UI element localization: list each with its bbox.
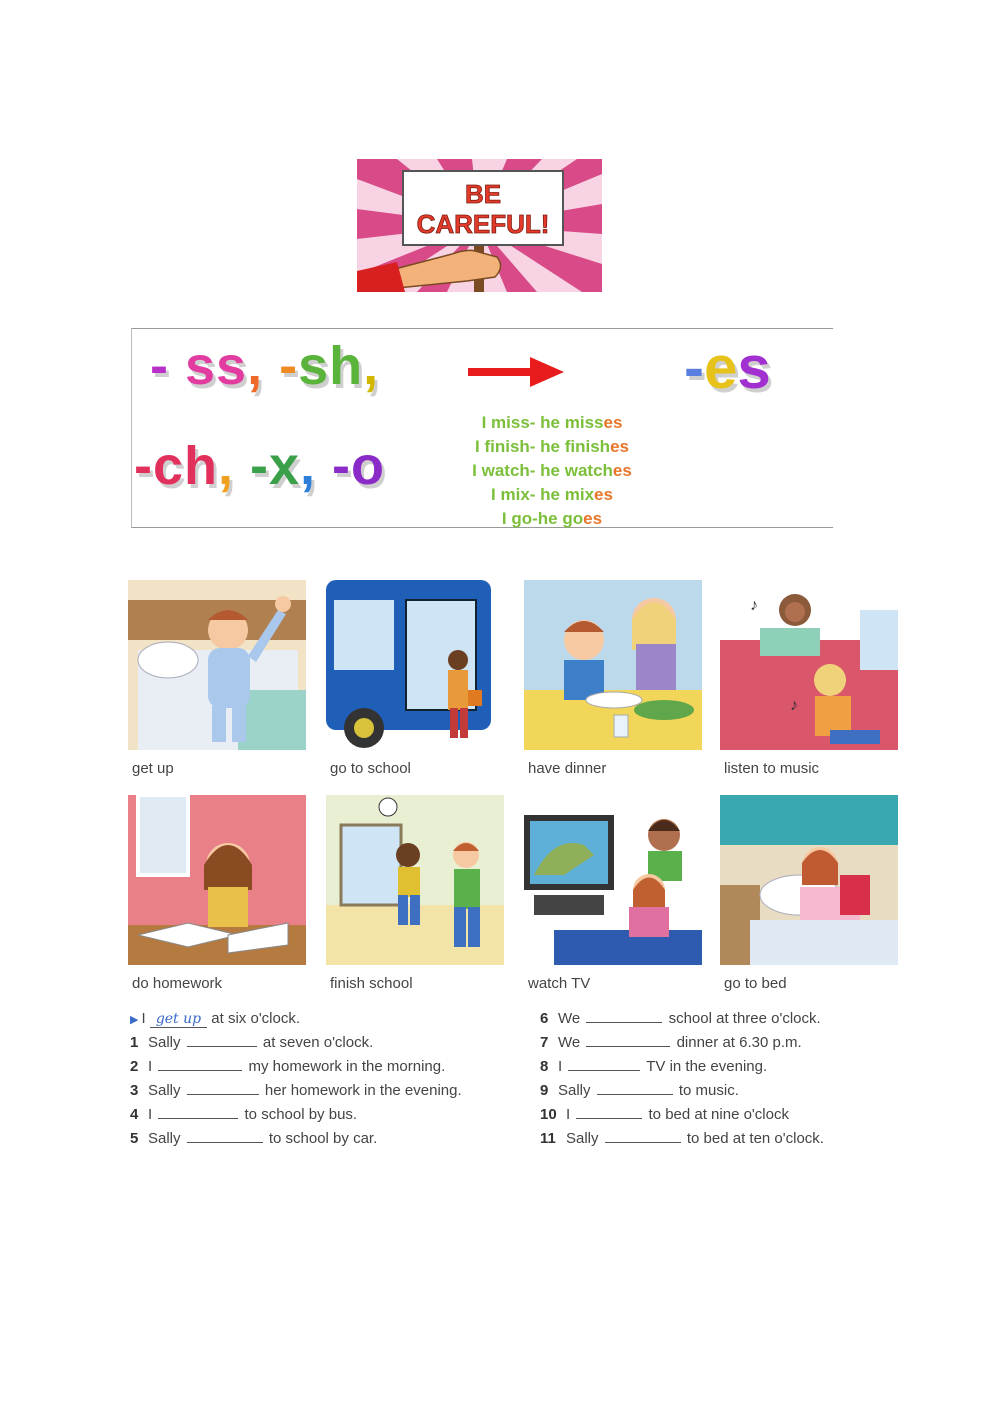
item-number: 8 (540, 1058, 549, 1075)
item-rest: at seven o'clock. (258, 1034, 374, 1051)
answer-blank[interactable] (158, 1056, 242, 1071)
activity-label: finish school (330, 975, 413, 992)
activity-card (720, 795, 898, 992)
finish-school-picture (326, 795, 504, 965)
endings-line1 (150, 335, 379, 397)
ending-segment: -ch (134, 436, 218, 496)
have-dinner-picture (524, 580, 702, 750)
exercise-item (130, 1128, 377, 1150)
ending-segment: , (363, 336, 380, 396)
example-subject: I (141, 1010, 146, 1027)
item-number: 2 (130, 1058, 139, 1075)
example-base: I go-he go (501, 509, 584, 528)
ending-segment: , (247, 336, 280, 396)
example-suffix: es (603, 413, 623, 432)
ending-segment: - (150, 336, 185, 396)
item-number: 7 (540, 1034, 549, 1051)
right-arrow-icon (468, 357, 564, 387)
item-subject: We (558, 1034, 585, 1051)
example-line (432, 411, 672, 435)
item-number: 1 (130, 1034, 139, 1051)
answer-blank[interactable] (576, 1104, 642, 1119)
answer-blank[interactable] (187, 1080, 259, 1095)
svg-text:♪: ♪ (750, 597, 758, 614)
item-subject: I (558, 1058, 567, 1075)
item-subject: I (148, 1106, 157, 1123)
item-number: 9 (540, 1082, 549, 1099)
answer-blank[interactable] (605, 1128, 681, 1143)
answer-blank[interactable] (187, 1032, 257, 1047)
answer-blank[interactable] (586, 1032, 670, 1047)
example-base: I miss- he miss (481, 413, 604, 432)
item-rest: to school by bus. (240, 1106, 358, 1123)
example-suffix: es (610, 437, 629, 456)
answer-blank[interactable] (586, 1008, 662, 1023)
endings-line2 (134, 435, 385, 497)
exercise-item (540, 1008, 821, 1030)
activity-card (524, 580, 702, 777)
banner-line2: CAREFUL! (416, 209, 550, 239)
activity-card (128, 795, 306, 992)
activity-label: watch TV (528, 975, 591, 992)
activity-card (326, 795, 504, 992)
answer-blank[interactable] (597, 1080, 673, 1095)
answer-blank[interactable] (158, 1104, 238, 1119)
item-number: 4 (130, 1106, 139, 1123)
exercise-item (130, 1032, 373, 1054)
activity-card (720, 580, 898, 777)
be-careful-sign-illustration (357, 159, 602, 292)
item-subject: Sally (558, 1082, 595, 1099)
example-suffix: es (583, 509, 603, 528)
item-rest: to school by car. (264, 1130, 378, 1147)
ending-segment: , (218, 436, 251, 496)
activity-label: listen to music (724, 760, 820, 777)
example-base: I finish- he finish (475, 437, 611, 456)
exercise-item (130, 1056, 445, 1078)
activity-card (128, 580, 306, 777)
exercise-item (540, 1080, 739, 1102)
item-number: 3 (130, 1082, 139, 1099)
item-rest: school at three o'clock. (664, 1010, 821, 1027)
svg-text:♪: ♪ (790, 697, 798, 714)
es-ending (684, 333, 771, 402)
activity-card (524, 795, 702, 992)
item-rest: her homework in the evening. (260, 1082, 462, 1099)
ending-segment: sh (298, 336, 364, 396)
banner-line1: BE (464, 179, 502, 209)
item-rest: to music. (674, 1082, 739, 1099)
item-rest: to bed at ten o'clock. (682, 1130, 824, 1147)
exercise-item (540, 1056, 767, 1078)
activity-card (326, 580, 504, 777)
exercise-item (130, 1104, 357, 1126)
item-rest: my homework in the morning. (244, 1058, 446, 1075)
exercise-item (130, 1080, 462, 1102)
item-number: 6 (540, 1010, 549, 1027)
example-suffix: es (612, 461, 632, 480)
item-rest: dinner at 6.30 p.m. (672, 1034, 802, 1051)
example-line (432, 483, 672, 507)
activity-label: have dinner (528, 760, 607, 777)
item-subject: Sally (148, 1082, 185, 1099)
ending-segment: ss (185, 336, 248, 396)
watch-tv-picture (524, 795, 702, 965)
be-careful-banner (357, 159, 602, 292)
example-marker-icon: ▶ (130, 1014, 139, 1026)
item-number: 11 (540, 1130, 556, 1147)
go-to-school-picture (326, 580, 504, 750)
exercise-item (540, 1032, 802, 1054)
item-number: 10 (540, 1106, 557, 1123)
activity-label: do homework (132, 975, 223, 992)
ending-segment: s (737, 334, 771, 401)
activity-label: get up (132, 760, 174, 777)
do-homework-picture (128, 795, 306, 965)
example-base: I watch- he watch (472, 461, 613, 480)
ending-segment: e (703, 334, 738, 401)
get-up-picture (128, 580, 306, 750)
answer-blank[interactable] (187, 1128, 263, 1143)
example-sentence (130, 1008, 300, 1030)
item-subject: Sally (148, 1130, 185, 1147)
example-suffix: es (594, 485, 613, 504)
ending-segment: - (279, 336, 299, 396)
ending-segment: -x (250, 436, 301, 496)
example-line (432, 459, 672, 483)
item-subject: I (566, 1106, 575, 1123)
exercise-item (540, 1104, 789, 1126)
example-line (432, 507, 672, 531)
ending-segment: -o (332, 436, 386, 496)
item-subject: Sally (566, 1130, 603, 1147)
example-line (432, 435, 672, 459)
answer-blank[interactable] (568, 1056, 640, 1071)
exercise-item (540, 1128, 824, 1150)
example-list (432, 411, 672, 531)
example-answer: get up (150, 1011, 207, 1028)
item-rest: to bed at nine o'clock (644, 1106, 789, 1123)
activity-label: go to school (330, 760, 411, 777)
item-subject: We (558, 1010, 585, 1027)
ending-segment: , (300, 436, 333, 496)
ending-segment: - (684, 334, 704, 401)
example-base: I mix- he mix (491, 485, 595, 504)
go-to-bed-picture (720, 795, 898, 965)
item-subject: I (148, 1058, 157, 1075)
example-rest: at six o'clock. (211, 1010, 301, 1027)
listen-to-music-picture (720, 580, 898, 750)
activity-label: go to bed (724, 975, 787, 992)
item-rest: TV in the evening. (642, 1058, 768, 1075)
es-rule-box (131, 328, 833, 528)
item-number: 5 (130, 1130, 139, 1147)
item-subject: Sally (148, 1034, 185, 1051)
